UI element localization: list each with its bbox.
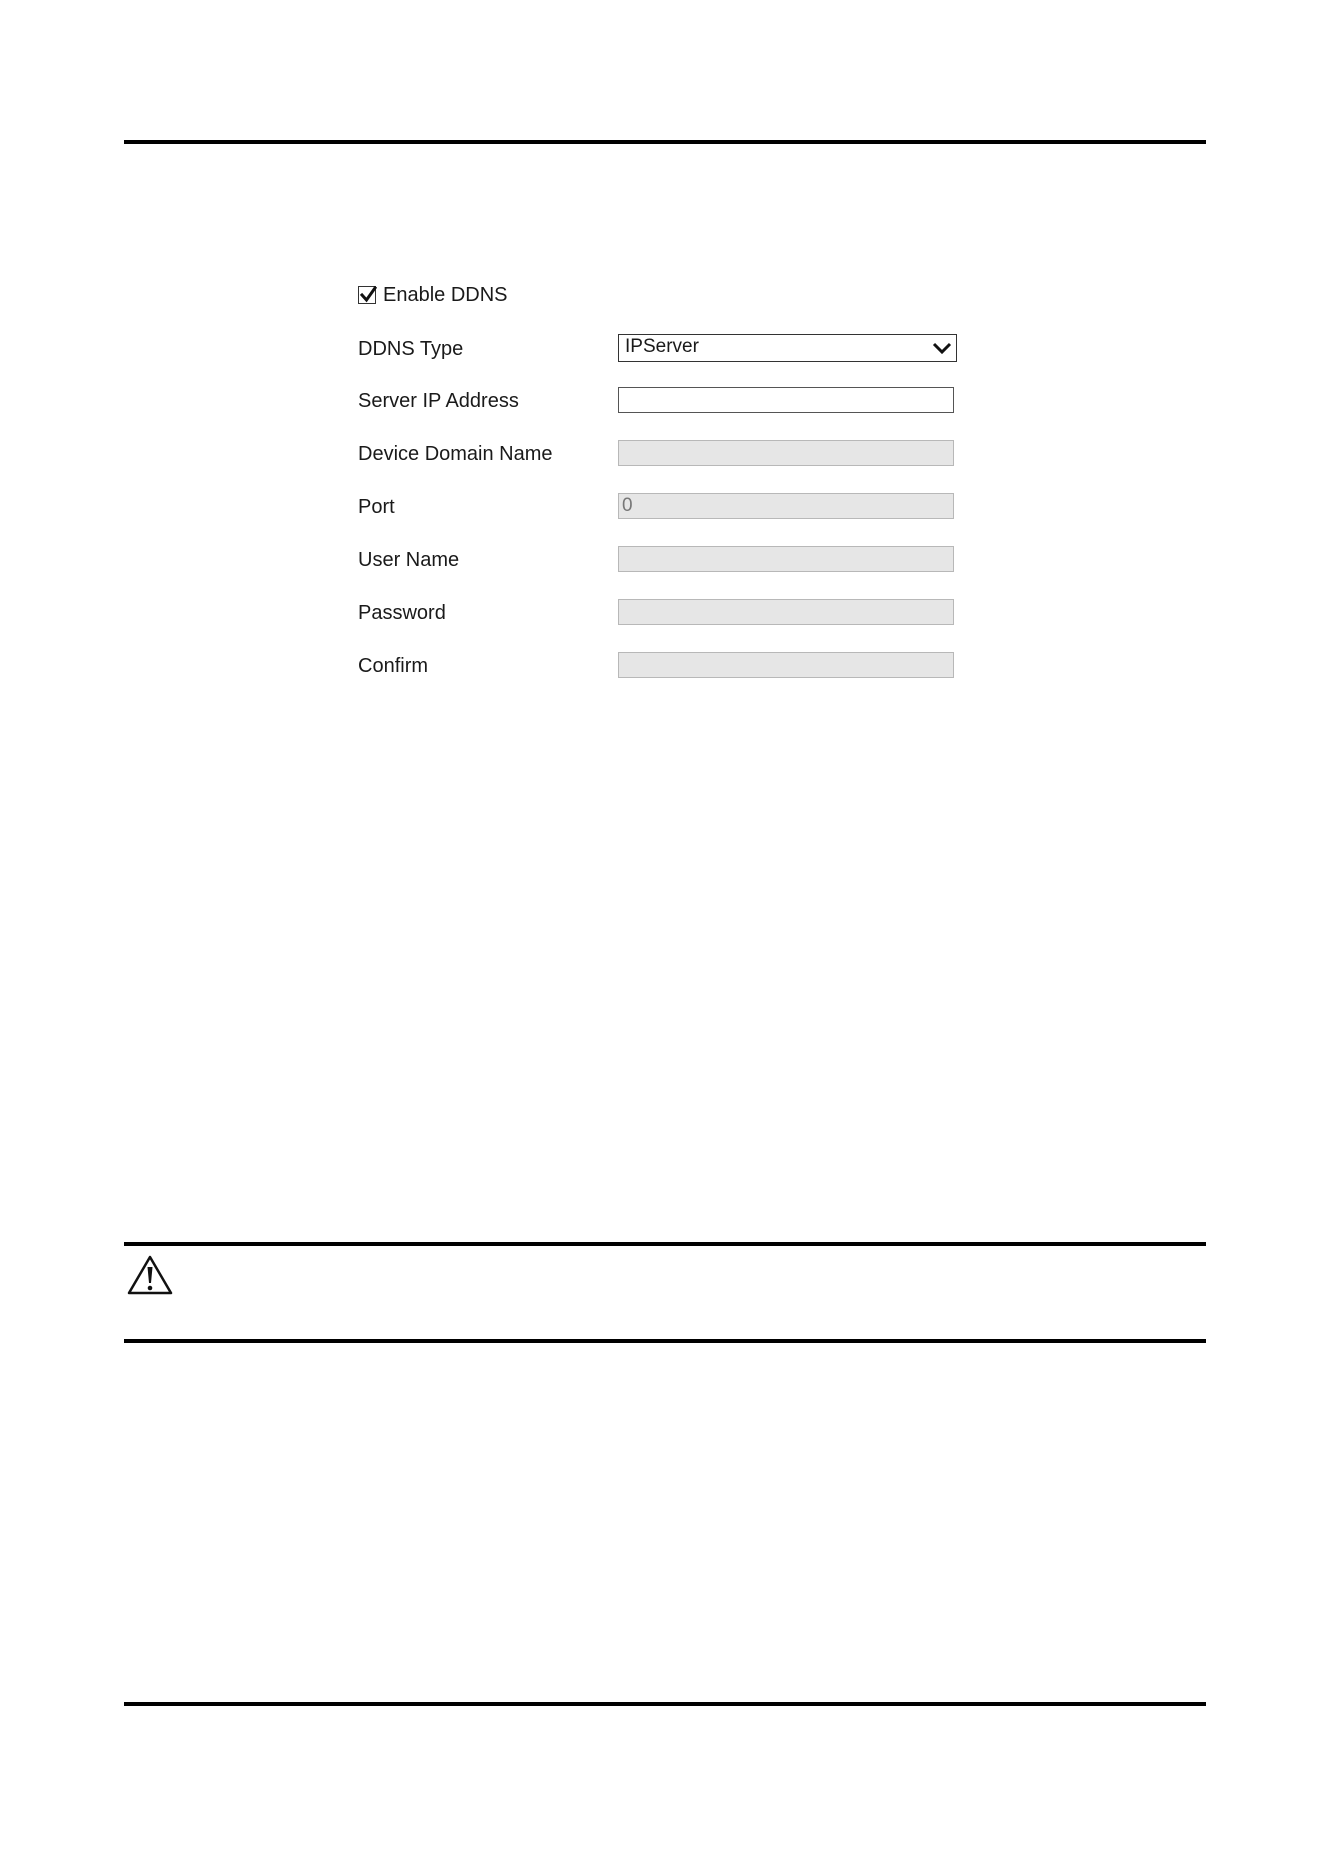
ddns-type-row	[358, 335, 1008, 365]
device-domain-row	[358, 440, 1008, 470]
device-domain-input[interactable]	[618, 440, 954, 466]
user-name-input[interactable]	[618, 546, 954, 572]
device-domain-label: Device Domain Name	[358, 443, 553, 465]
enable-ddns-row	[358, 280, 508, 310]
port-row	[358, 493, 1008, 523]
user-name-label: User Name	[358, 549, 460, 571]
enable-ddns-checkbox[interactable]	[358, 286, 376, 304]
port-label: Port	[358, 496, 395, 518]
chevron-down-icon	[932, 339, 952, 357]
user-name-row	[358, 546, 1008, 576]
warning-triangle-icon	[127, 1254, 173, 1296]
caution-bottom-rule	[124, 1339, 1206, 1343]
server-ip-row	[358, 387, 1008, 417]
password-input[interactable]	[618, 599, 954, 625]
ddns-type-value: IPServer	[625, 336, 699, 357]
confirm-label: Confirm	[358, 655, 429, 677]
password-label: Password	[358, 602, 446, 624]
check-icon	[358, 284, 380, 306]
port-input[interactable]: 0	[618, 493, 954, 519]
server-ip-input[interactable]	[618, 387, 954, 413]
footer-rule	[124, 1702, 1206, 1706]
confirm-row	[358, 652, 1008, 682]
confirm-input[interactable]	[618, 652, 954, 678]
password-row	[358, 599, 1008, 629]
ddns-type-label: DDNS Type	[358, 338, 464, 360]
server-ip-label: Server IP Address	[358, 390, 519, 412]
header-rule	[124, 140, 1206, 144]
enable-ddns-label: Enable DDNS	[383, 283, 508, 306]
caution-top-rule	[124, 1242, 1206, 1246]
ddns-type-select[interactable]	[618, 334, 957, 362]
